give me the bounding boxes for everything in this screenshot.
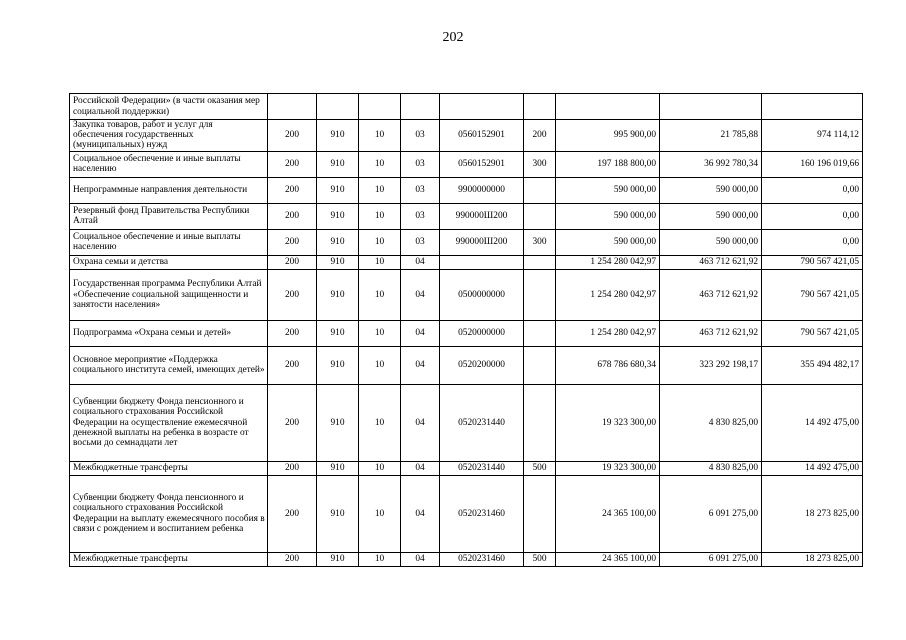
row-ministry-code: 910 bbox=[317, 177, 359, 203]
row-name: Межбюджетные трансферты bbox=[70, 461, 268, 475]
row-name: Подпрограмма «Охрана семьи и детей» bbox=[70, 320, 268, 346]
row-plan-amount: 678 786 680,34 bbox=[556, 346, 660, 384]
row-code: 200 bbox=[268, 203, 317, 229]
table-row bbox=[70, 229, 863, 255]
row-remaining-amount: 0,00 bbox=[762, 203, 863, 229]
row-target-article: 0520231460 bbox=[440, 475, 524, 552]
row-plan-amount: 19 323 300,00 bbox=[556, 384, 660, 461]
row-subsection: 03 bbox=[401, 229, 440, 255]
row-executed-amount: 21 785,88 bbox=[660, 120, 762, 152]
row-remaining-amount: 974 114,12 bbox=[762, 120, 863, 152]
row-expense-type bbox=[524, 94, 556, 120]
row-name: Закупка товаров, работ и услуг для обеспечения государственных (муниципальных) нужд bbox=[70, 120, 268, 152]
row-target-article: 0560152901 bbox=[440, 120, 524, 152]
row-plan-amount: 19 323 300,00 bbox=[556, 461, 660, 475]
row-plan-amount: 24 365 100,00 bbox=[556, 475, 660, 552]
row-plan-amount: 197 188 800,00 bbox=[556, 151, 660, 177]
row-code: 200 bbox=[268, 346, 317, 384]
row-code: 200 bbox=[268, 552, 317, 566]
row-remaining-amount: 0,00 bbox=[762, 229, 863, 255]
row-executed-amount: 6 091 275,00 bbox=[660, 475, 762, 552]
row-name: Межбюджетные трансферты bbox=[70, 552, 268, 566]
row-section: 10 bbox=[359, 320, 401, 346]
row-subsection: 04 bbox=[401, 552, 440, 566]
row-executed-amount: 36 992 780,34 bbox=[660, 151, 762, 177]
table-row bbox=[70, 461, 863, 475]
row-section: 10 bbox=[359, 269, 401, 320]
row-section: 10 bbox=[359, 229, 401, 255]
row-expense-type bbox=[524, 320, 556, 346]
row-name: Российской Федерации» (в части оказания мер социальной поддержки) bbox=[70, 94, 268, 120]
row-ministry-code: 910 bbox=[317, 384, 359, 461]
row-section: 10 bbox=[359, 461, 401, 475]
row-subsection: 04 bbox=[401, 384, 440, 461]
table-row bbox=[70, 203, 863, 229]
row-expense-type: 300 bbox=[524, 229, 556, 255]
row-remaining-amount bbox=[762, 94, 863, 120]
row-target-article: 990000Ш200 bbox=[440, 229, 524, 255]
row-ministry-code bbox=[317, 94, 359, 120]
row-executed-amount bbox=[660, 94, 762, 120]
row-target-article: 0560152901 bbox=[440, 151, 524, 177]
row-ministry-code: 910 bbox=[317, 229, 359, 255]
row-expense-type: 500 bbox=[524, 461, 556, 475]
row-ministry-code: 910 bbox=[317, 255, 359, 269]
row-ministry-code: 910 bbox=[317, 320, 359, 346]
row-subsection: 04 bbox=[401, 255, 440, 269]
row-ministry-code: 910 bbox=[317, 461, 359, 475]
row-code: 200 bbox=[268, 461, 317, 475]
row-target-article: 990000Ш200 bbox=[440, 203, 524, 229]
row-name: Резервный фонд Правительства Республики Алтай bbox=[70, 203, 268, 229]
row-executed-amount: 590 000,00 bbox=[660, 203, 762, 229]
row-code: 200 bbox=[268, 255, 317, 269]
row-expense-type bbox=[524, 255, 556, 269]
page-number: 202 bbox=[442, 30, 464, 45]
row-plan-amount: 590 000,00 bbox=[556, 177, 660, 203]
row-executed-amount: 463 712 621,92 bbox=[660, 320, 762, 346]
table-row bbox=[70, 177, 863, 203]
row-ministry-code: 910 bbox=[317, 120, 359, 152]
row-executed-amount: 6 091 275,00 bbox=[660, 552, 762, 566]
row-ministry-code: 910 bbox=[317, 269, 359, 320]
row-section: 10 bbox=[359, 203, 401, 229]
row-target-article: 0520231460 bbox=[440, 552, 524, 566]
table-row bbox=[70, 269, 863, 320]
row-expense-type bbox=[524, 203, 556, 229]
row-code: 200 bbox=[268, 120, 317, 152]
table-row bbox=[70, 552, 863, 566]
row-plan-amount: 1 254 280 042,97 bbox=[556, 269, 660, 320]
row-name: Социальное обеспечение и иные выплаты населению bbox=[70, 151, 268, 177]
row-section: 10 bbox=[359, 475, 401, 552]
row-target-article: 0520200000 bbox=[440, 346, 524, 384]
row-section: 10 bbox=[359, 346, 401, 384]
table-row bbox=[70, 384, 863, 461]
row-remaining-amount: 790 567 421,05 bbox=[762, 255, 863, 269]
row-section: 10 bbox=[359, 177, 401, 203]
row-executed-amount: 590 000,00 bbox=[660, 229, 762, 255]
row-plan-amount: 24 365 100,00 bbox=[556, 552, 660, 566]
row-code: 200 bbox=[268, 177, 317, 203]
row-section: 10 bbox=[359, 120, 401, 152]
row-executed-amount: 463 712 621,92 bbox=[660, 269, 762, 320]
row-subsection bbox=[401, 94, 440, 120]
row-subsection: 04 bbox=[401, 269, 440, 320]
row-subsection: 03 bbox=[401, 120, 440, 152]
row-target-article: 0500000000 bbox=[440, 269, 524, 320]
row-target-article: 0520000000 bbox=[440, 320, 524, 346]
budget-table bbox=[69, 93, 863, 567]
row-remaining-amount: 14 492 475,00 bbox=[762, 461, 863, 475]
row-executed-amount: 4 830 825,00 bbox=[660, 384, 762, 461]
row-code: 200 bbox=[268, 151, 317, 177]
table-row bbox=[70, 475, 863, 552]
row-plan-amount: 590 000,00 bbox=[556, 203, 660, 229]
row-subsection: 03 bbox=[401, 177, 440, 203]
row-remaining-amount: 0,00 bbox=[762, 177, 863, 203]
row-code: 200 bbox=[268, 475, 317, 552]
row-executed-amount: 463 712 621,92 bbox=[660, 255, 762, 269]
row-name: Субвенции бюджету Фонда пенсионного и социального страхования Российской Федерации на осуществление ежемесячной денежной выплаты на ребенка в возрасте от восьми до семнадцати лет bbox=[70, 384, 268, 461]
row-remaining-amount: 18 273 825,00 bbox=[762, 475, 863, 552]
row-plan-amount bbox=[556, 94, 660, 120]
row-expense-type bbox=[524, 475, 556, 552]
row-expense-type bbox=[524, 269, 556, 320]
row-remaining-amount: 18 273 825,00 bbox=[762, 552, 863, 566]
row-ministry-code: 910 bbox=[317, 151, 359, 177]
row-name: Социальное обеспечение и иные выплаты населению bbox=[70, 229, 268, 255]
row-plan-amount: 995 900,00 bbox=[556, 120, 660, 152]
row-code: 200 bbox=[268, 229, 317, 255]
row-code: 200 bbox=[268, 384, 317, 461]
row-subsection: 04 bbox=[401, 346, 440, 384]
row-name: Непрограммные направления деятельности bbox=[70, 177, 268, 203]
row-name: Охрана семьи и детства bbox=[70, 255, 268, 269]
row-code: 200 bbox=[268, 269, 317, 320]
row-remaining-amount: 790 567 421,05 bbox=[762, 269, 863, 320]
row-target-article: 0520231440 bbox=[440, 461, 524, 475]
row-subsection: 04 bbox=[401, 461, 440, 475]
row-target-article: 0520231440 bbox=[440, 384, 524, 461]
row-code bbox=[268, 94, 317, 120]
row-ministry-code: 910 bbox=[317, 346, 359, 384]
table-row bbox=[70, 346, 863, 384]
table-row bbox=[70, 320, 863, 346]
row-expense-type: 300 bbox=[524, 151, 556, 177]
row-ministry-code: 910 bbox=[317, 203, 359, 229]
row-expense-type bbox=[524, 384, 556, 461]
row-plan-amount: 1 254 280 042,97 bbox=[556, 320, 660, 346]
row-name: Государственная программа Республики Алтай «Обеспечение социальной защищенности и занятости населения» bbox=[70, 269, 268, 320]
row-section: 10 bbox=[359, 255, 401, 269]
row-subsection: 04 bbox=[401, 320, 440, 346]
row-subsection: 03 bbox=[401, 151, 440, 177]
table-row bbox=[70, 255, 863, 269]
row-executed-amount: 4 830 825,00 bbox=[660, 461, 762, 475]
row-executed-amount: 323 292 198,17 bbox=[660, 346, 762, 384]
row-expense-type bbox=[524, 177, 556, 203]
row-section: 10 bbox=[359, 384, 401, 461]
row-plan-amount: 1 254 280 042,97 bbox=[556, 255, 660, 269]
row-name: Субвенции бюджету Фонда пенсионного и социального страхования Российской Федерации на выплату ежемесячного пособия в связи с рождением и воспитанием ребенка bbox=[70, 475, 268, 552]
row-ministry-code: 910 bbox=[317, 552, 359, 566]
row-expense-type bbox=[524, 346, 556, 384]
row-target-article: 9900000000 bbox=[440, 177, 524, 203]
table-row bbox=[70, 94, 863, 120]
row-plan-amount: 590 000,00 bbox=[556, 229, 660, 255]
row-remaining-amount: 160 196 019,66 bbox=[762, 151, 863, 177]
row-target-article bbox=[440, 94, 524, 120]
row-name: Основное мероприятие «Поддержка социального института семей, имеющих детей» bbox=[70, 346, 268, 384]
row-section: 10 bbox=[359, 552, 401, 566]
row-remaining-amount: 355 494 482,17 bbox=[762, 346, 863, 384]
row-executed-amount: 590 000,00 bbox=[660, 177, 762, 203]
table-row bbox=[70, 120, 863, 152]
row-expense-type: 200 bbox=[524, 120, 556, 152]
row-target-article bbox=[440, 255, 524, 269]
row-subsection: 03 bbox=[401, 203, 440, 229]
row-section bbox=[359, 94, 401, 120]
row-ministry-code: 910 bbox=[317, 475, 359, 552]
row-subsection: 04 bbox=[401, 475, 440, 552]
row-remaining-amount: 790 567 421,05 bbox=[762, 320, 863, 346]
table-row bbox=[70, 151, 863, 177]
row-section: 10 bbox=[359, 151, 401, 177]
row-remaining-amount: 14 492 475,00 bbox=[762, 384, 863, 461]
row-code: 200 bbox=[268, 320, 317, 346]
row-expense-type: 500 bbox=[524, 552, 556, 566]
